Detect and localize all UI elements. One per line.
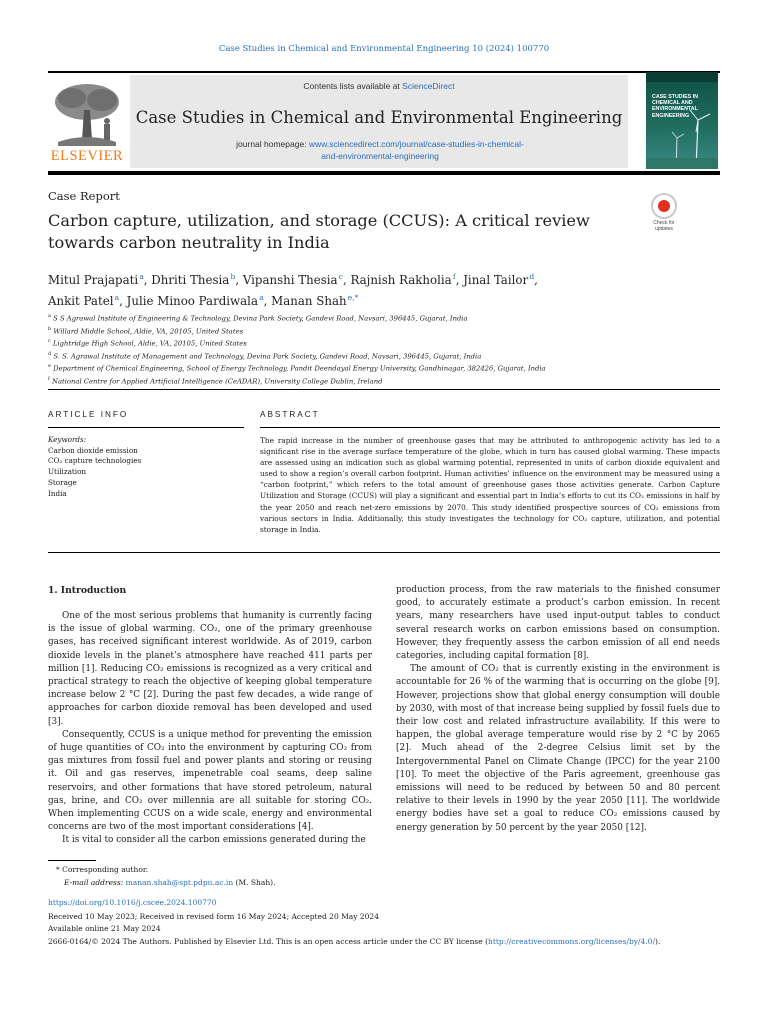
affiliation: $^e$ Department of Chemical Engineering, School of Energy Technology, Pandit Deendayal Energy University, Gandhinagar, 382426, Gujarat, India (48, 363, 546, 373)
license-suffix: ). (654, 936, 661, 946)
body-column-left (48, 610, 372, 848)
section-heading: 1. Introduction (48, 585, 127, 596)
keyword: India (48, 488, 67, 498)
cover-line-4: ENGINEERING (652, 112, 690, 119)
author[interactable]: Mitul Prajapati $^a$ (48, 272, 144, 287)
body-paragraph: One of the most serious problems that humanity is currently facing is the issue of global warming. CO₂, one of the primary greenhouse gases, has received significant interest worldwide. As of 2019, carbon dioxide levels in the planet’s atmosphere have reached 411 parts per million [1]. Reducing CO₂ emissions is recognized as a very critical and practical strategy to reach the objective of keeping global temperature increase below 2 °C [2]. During the past few decades, a wide range of approaches for carbon dioxide removal has been developed and used [3]. (48, 611, 372, 727)
body-paragraph: production process, from the raw materials to the finished consumer good, to accurately estimate a product’s carbon emission. In recent years, many researchers have used input-output tables to conduct several research works on carbon emissions based on consumption. However, they frequently assess the carbon emission of all end needs categories, including capital formation [8]. (396, 585, 720, 662)
cover-line-1: CASE STUDIES IN (652, 94, 698, 100)
affiliations (48, 311, 720, 386)
article-type: Case Report (48, 189, 120, 203)
journal-homepage (190, 138, 570, 162)
author[interactable]: Manan Shah $^{e,*}$ (271, 292, 359, 308)
footnotes (48, 864, 276, 889)
license-line (48, 936, 720, 948)
keyword: Carbon dioxide emission (48, 445, 138, 455)
keyword: Utilization (48, 467, 87, 477)
email-suffix: (M. Shah). (233, 877, 276, 887)
article-info-rule (48, 427, 244, 428)
body-column-right (396, 584, 720, 835)
cover-art (646, 72, 718, 169)
cover-title (652, 94, 714, 119)
contents-line (130, 81, 628, 91)
author[interactable]: Julie Minoo Pardiwala $^a$ (126, 292, 264, 308)
homepage-label: journal homepage: (236, 139, 309, 149)
running-head[interactable]: Case Studies in Chemical and Environmental Engineering 10 (2024) 100770 (218, 44, 550, 54)
author[interactable]: Dhriti Thesia $^b$ (151, 272, 236, 287)
check-for-updates-icon (651, 193, 677, 219)
corresponding-author-note: * Corresponding author. (56, 865, 149, 874)
footnote-rule (48, 860, 96, 861)
keywords-label: Keywords: (48, 435, 87, 444)
journal-title: Case Studies in Chemical and Environmental Engineering (135, 108, 623, 127)
affiliation: $^a$ S S Agrawal Institute of Engineering & Technology, Devina Park Society, Gandevi Road, Navsari, 396445, Gujarat, India (48, 313, 468, 323)
check-for-updates-label: Check for updates (653, 220, 675, 232)
header-divider (48, 389, 720, 390)
cover-line-2: CHEMICAL AND (652, 100, 693, 107)
banner-top-rule (48, 71, 720, 73)
affiliation: $^f$ National Centre for Applied Artificial Intelligence (CeADAR), University College Dublin, Ireland (48, 375, 383, 386)
affiliation: $^d$ S. S. Agrawal Institute of Management and Technology, Devina Park Society, Gandevi Road, Navsari, 396445, Gujarat, India (48, 350, 482, 360)
contents-prefix: Contents lists available at (303, 81, 403, 91)
license-text: 2666-0164/© 2024 The Authors. Published by Elsevier Ltd. This is an open access article under the CC BY license ( (48, 936, 489, 946)
keyword: Storage (48, 477, 77, 487)
author[interactable]: Vipanshi Thesia $^c$ (242, 272, 343, 287)
body-paragraph: It is vital to consider all the carbon emissions generated during the (62, 835, 366, 846)
abstract-divider (48, 552, 720, 553)
author[interactable]: Ankit Patel $^a$ (48, 292, 120, 308)
received-dates: Received 10 May 2023; Received in revised form 16 May 2024; Accepted 20 May 2024 (48, 912, 379, 921)
license-link[interactable]: http://creativecommons.org/licenses/by/4.0/ (488, 936, 655, 946)
online-date: Available online 21 May 2024 (48, 924, 161, 934)
body-paragraph: Consequently, CCUS is a unique method for preventing the emission of huge quantities of CO₂ into the environment by capturing CO₂ from gas mixtures from fossil fuel and power plants and storing or reusing it. Oil and gas reserves, impenetrable coal seams, deep saline reservoirs, and other formations that have stored petroleum, natural gas, brine, and CO₂ over millennia are all suitable for storing CO₂. When implementing CCUS on a wide scale, energy and environmental concerns are two of the most important considerations [4]. (48, 729, 372, 833)
journal-cover-thumbnail[interactable] (646, 72, 718, 169)
author-list: Mitul Prajapati $^a$, Dhriti Thesia $^b$, Vipanshi Thesia $^c$, Rajnish Rakholia $^f$, Jinal Tailor $^d$, Ankit Patel $^a$, Julie Minoo Pardiwala $^a$, Manan Shah $^{e,*}$ (48, 272, 538, 308)
email-link[interactable]: manan.shah@spt.pdpu.ac.in (125, 877, 234, 887)
affiliation: $^b$ Willard Middle School, Aldie, VA, 20105, United States (48, 325, 244, 335)
keyword: CO₂ capture technologies (48, 456, 142, 466)
affiliation: $^c$ Lightridge High School, Aldie, VA, 20105, United States (48, 338, 247, 348)
sciencedirect-link[interactable]: ScienceDirect (402, 81, 455, 91)
banner-bottom-rule (48, 171, 720, 175)
email-label: E-mail address: (64, 877, 126, 887)
doi-link[interactable]: https://doi.org/10.1016/j.cscee.2024.100770 (48, 898, 217, 907)
homepage-link-line2[interactable]: and-environmental-engineering (321, 151, 439, 161)
keywords-block (48, 435, 244, 499)
abstract-rule (260, 427, 720, 428)
abstract-text: The rapid increase in the number of greenhouse gases that may be attributed to anthropogenic activity has led to a significant rise in the average surface temperature of the globe, which in turn has caused global warming. These impacts are assessed using an indication such as global warming potential, represented in units of carbon dioxide equivalent and used to show a region’s overall carbon footprint. Human activities’ influence on the environment may be measured using a “carbon footprint,” which refers to the total amount of greenhouse gases those activities generate. Carbon Capture Utilization and Storage (CCUS) will play a significant and essential part in India’s efforts to cut its CO₂ emissions in half by the year 2050 and reach net-zero emissions by 2070. This study identified prospective sources of CO₂ emissions from various sectors in India. Additionally, this study investigates the technology for CO₂ capture, utilization, and potential storage in India. (260, 436, 720, 534)
check-for-updates-badge[interactable] (650, 193, 678, 232)
cover-line-3: ENVIRONMENTAL (652, 106, 698, 113)
elsevier-wordmark: ELSEVIER (50, 148, 124, 164)
email-line (48, 877, 276, 890)
abstract-heading: ABSTRACT (260, 410, 320, 419)
article-dates (48, 911, 720, 948)
body-paragraph: The amount of CO₂ that is currently existing in the environment is accountable for 26 % of the warming that is occurring on the globe [9]. However, projections show that global energy consumption will double by 2030, with most of that increase being supplied by fossil fuels due to their low cost and related infrastructure availability. If this were to happen, the global average temperature would rise by 2 °C by 2065 [2]. Much ahead of the 2-degree Celsius limit set by the Intergovernmental Panel on Climate Change (IPCC) for the year 2100 [10]. To meet the objective of the Paris agreement, greenhouse gas emissions will need to be reduced by between 50 and 80 percent relative to their levels in 1990 by the year 2050 [11]. The worldwide energy bodies have set a goal to reduce CO₂ emissions caused by energy generation by 50 percent by the year 2050 [12]. (396, 664, 720, 833)
homepage-link-line1[interactable]: www.sciencedirect.com/journal/case-studies-in-chemical- (308, 139, 524, 149)
author[interactable]: Rajnish Rakholia $^f$ (350, 272, 456, 287)
author[interactable]: Jinal Tailor $^d$ (463, 272, 535, 287)
article-info-heading: ARTICLE INFO (48, 410, 129, 419)
paper-title: Carbon capture, utilization, and storage (CCUS): A critical review towards carbon neutrality in India (48, 211, 590, 252)
